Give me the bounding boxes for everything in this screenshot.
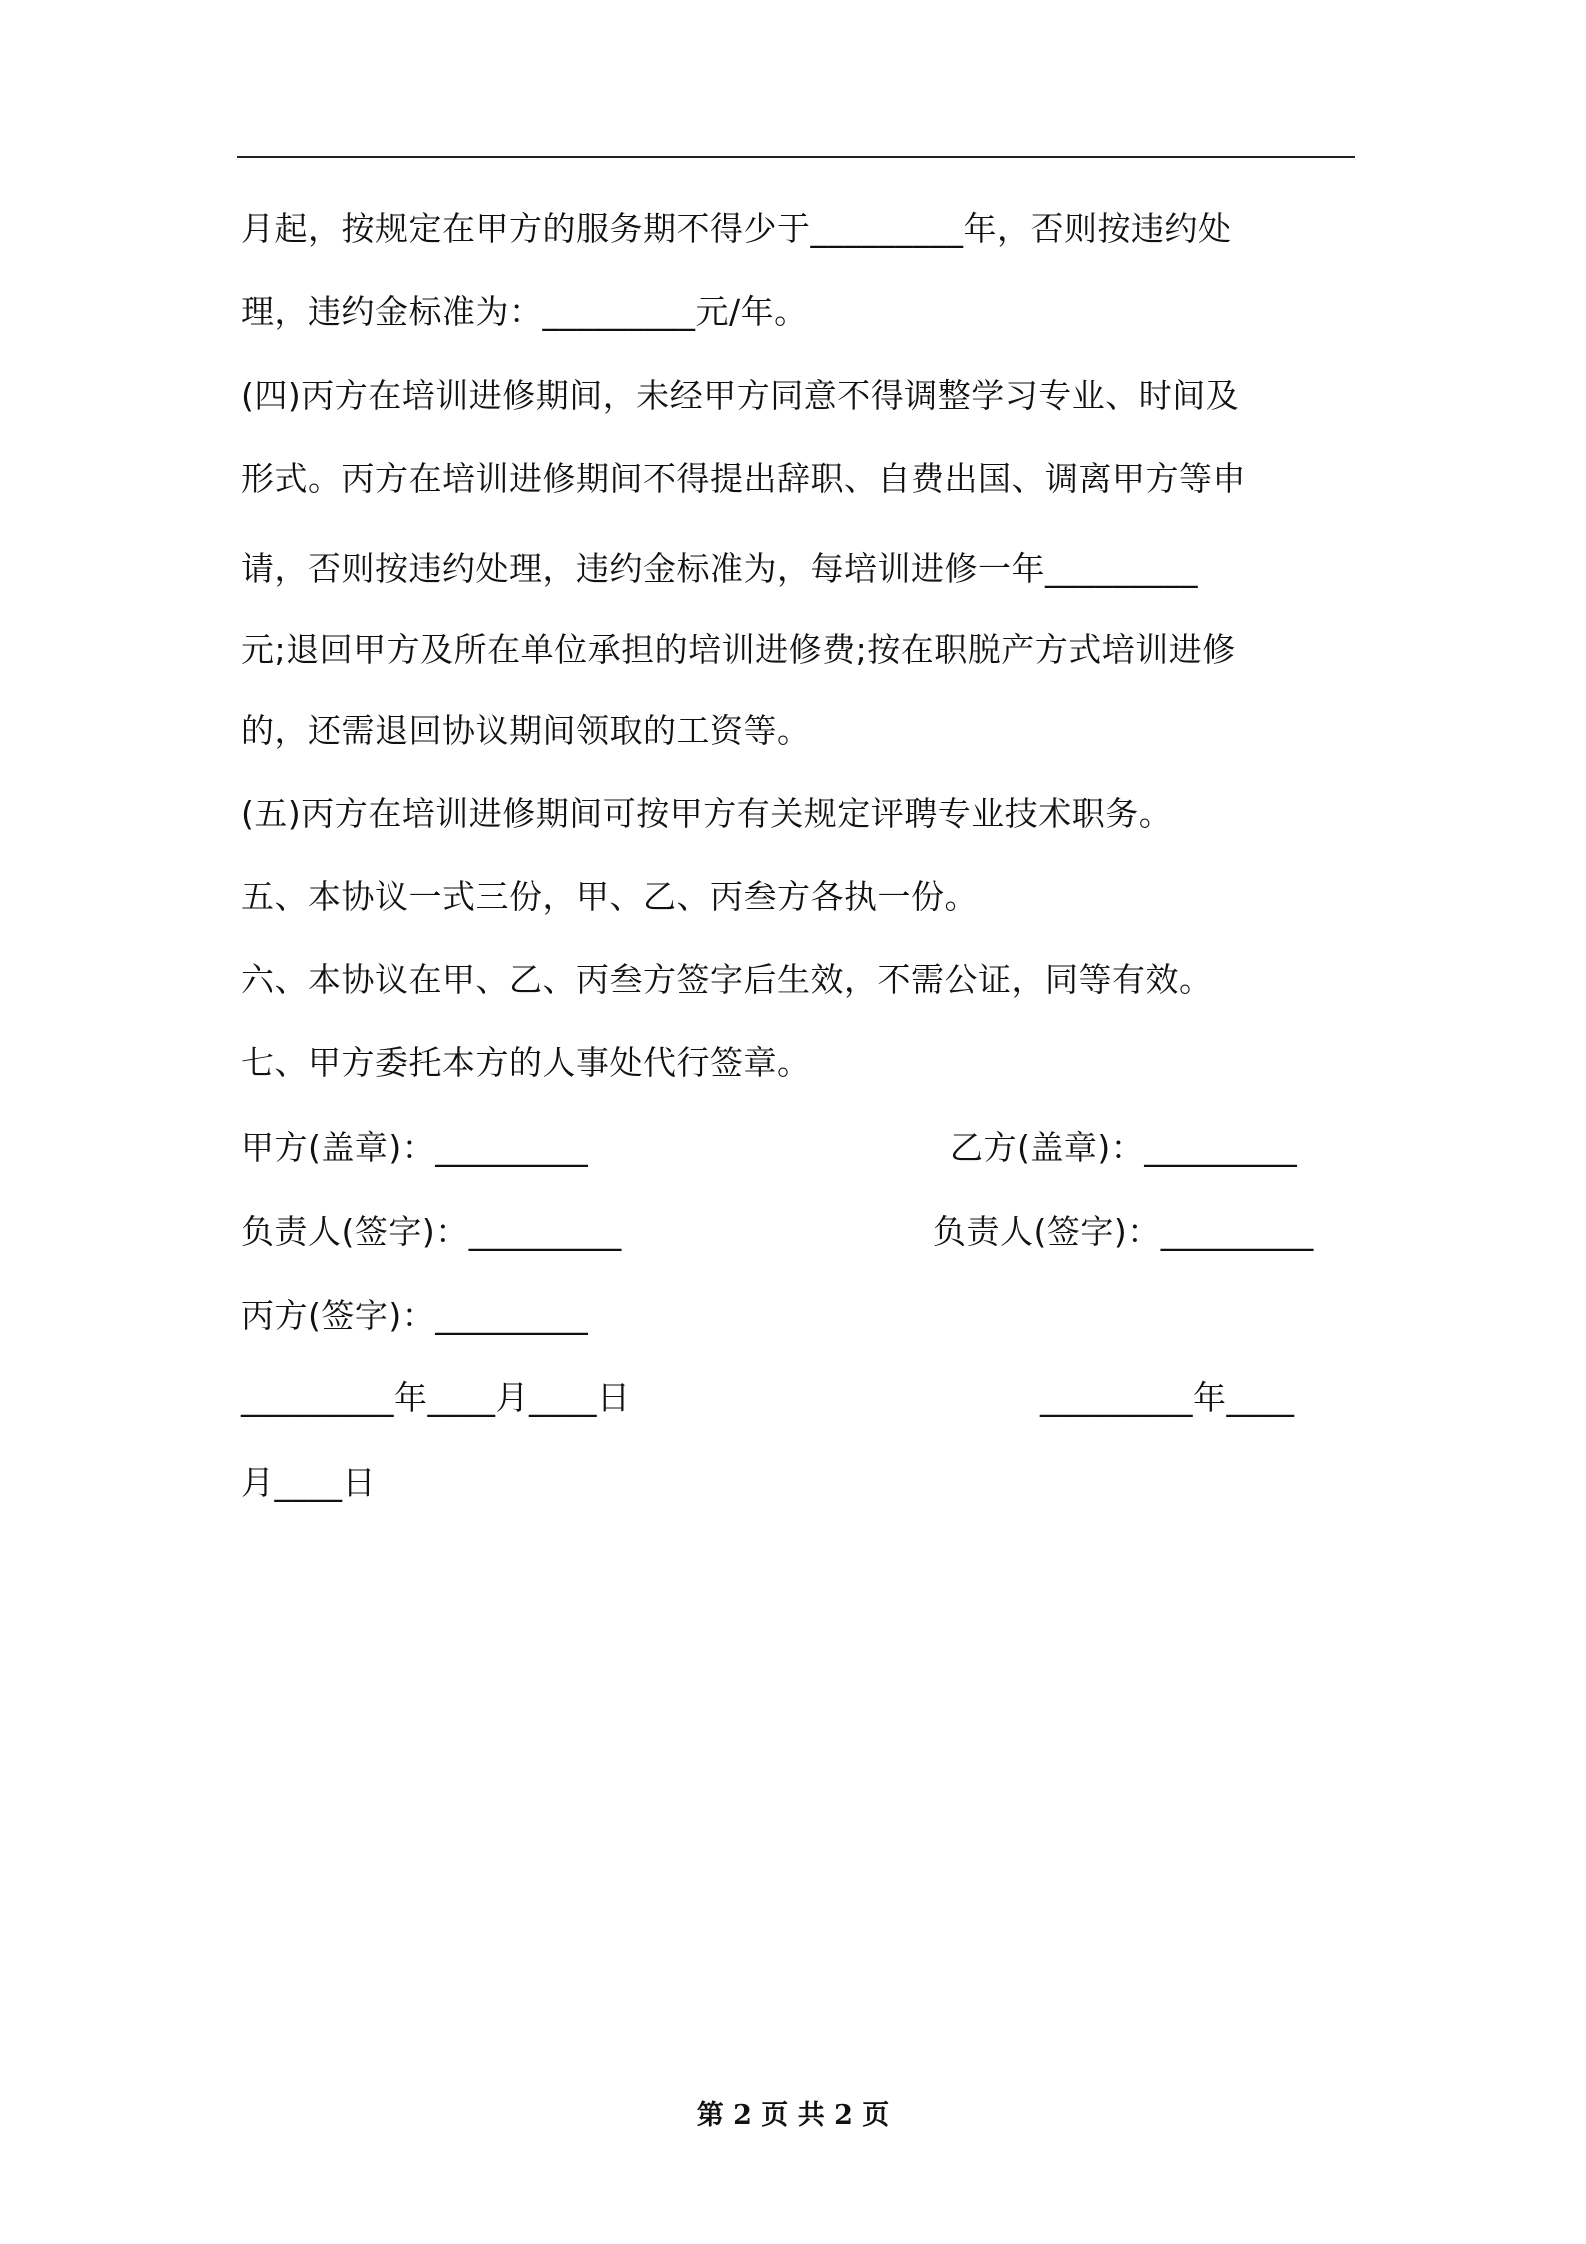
date-right-field-line2: 月____日 (241, 1463, 376, 1502)
body-line-3: (四)丙方在培训进修期间，未经甲方同意不得调整学习专业、时间及 (241, 376, 1240, 415)
body-line-9: 五、本协议一式三份，甲、乙、丙叁方各执一份。 (241, 877, 978, 916)
body-line-2: 理，违约金标准为：_________元/年。 (241, 292, 808, 331)
body-line-11: 七、甲方委托本方的人事处代行签章。 (241, 1043, 811, 1082)
date-right-field-line1: _________年____ (1040, 1378, 1295, 1417)
body-line-4: 形式。丙方在培训进修期间不得提出辞职、自费出国、调离甲方等申 (241, 459, 1246, 498)
person-in-charge-left-field: 负责人(签字)：_________ (241, 1212, 622, 1251)
party-c-sign-field: 丙方(签字)：_________ (241, 1296, 589, 1335)
body-line-7: 的，还需退回协议期间领取的工资等。 (241, 711, 811, 750)
header-rule (237, 156, 1355, 158)
body-line-6: 元;退回甲方及所在单位承担的培训进修费;按在职脱产方式培训进修 (241, 630, 1236, 669)
body-line-1: 月起，按规定在甲方的服务期不得少于_________年，否则按违约处 (241, 209, 1232, 248)
body-line-8: (五)丙方在培训进修期间可按甲方有关规定评聘专业技术职务。 (241, 794, 1173, 833)
date-left-field: _________年____月____日 (241, 1378, 631, 1417)
party-b-seal-field: 乙方(盖章)：_________ (950, 1128, 1298, 1167)
party-a-seal-field: 甲方(盖章)：_________ (241, 1128, 589, 1167)
person-in-charge-right-field: 负责人(签字)：_________ (933, 1212, 1314, 1251)
body-line-10: 六、本协议在甲、乙、丙叁方签字后生效，不需公证，同等有效。 (241, 960, 1213, 999)
body-line-5: 请，否则按违约处理，违约金标准为，每培训进修一年_________ (241, 549, 1198, 588)
page-number-footer: 第 2 页 共 2 页 (696, 2100, 890, 2131)
